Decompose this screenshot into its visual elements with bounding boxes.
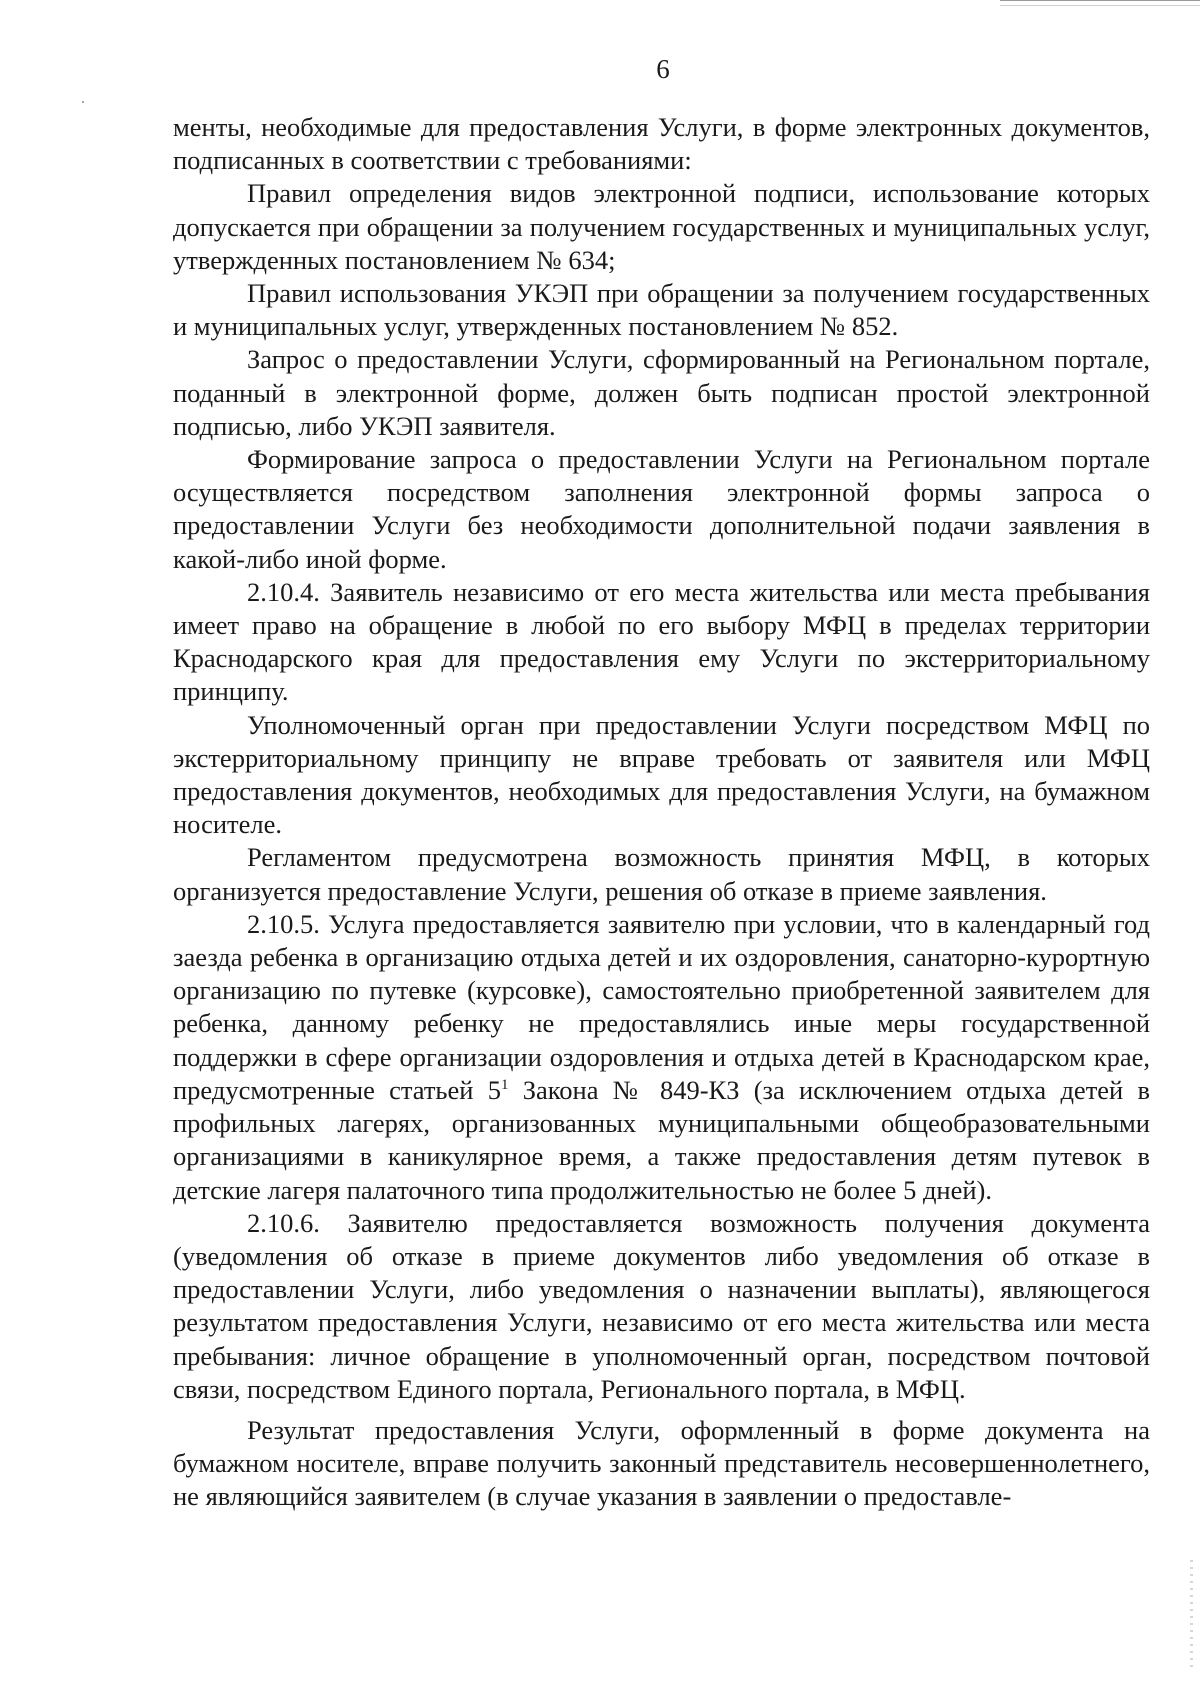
paragraph-2-10-6: 2.10.6. Заявителю предоставляется возможность получения документа (уведомления об отказе в приеме документов либо уведомления об отказе в предоставлении Услуги, либо уведомления о назначении выплаты), являющегося результатом предоставления Услуги, независимо от его места жительства или места пребывания: личное обращение в уполномоченный орган, посредством почтовой связи, посредством Единого портала, Регионального портала, в МФЦ. bbox=[173, 1207, 1150, 1404]
paragraph-result-legal-representative: Результат предоставления Услуги, оформленный в форме документа на бумажном носителе, вправе получить законный представитель несовершеннолетнего, не являющийся заявителем (в случае указания в заявлении о предоставле- bbox=[173, 1414, 1150, 1512]
paragraph-request-signature: Запрос о предоставлении Услуги, сформированный на Региональном портале, поданный в электронной форме, должен быть подписан простой электронной подписью, либо УКЭП заявителя. bbox=[173, 344, 1150, 441]
article-superscript: 1 bbox=[500, 1076, 509, 1093]
scan-speck bbox=[82, 101, 84, 103]
document-body bbox=[173, 111, 1150, 1514]
paragraph-request-forming: Формирование запроса о предоставлении Услуги на Региональном портале осуществляется посредством заполнения электронной формы запроса о предоставлении Услуги без необходимости дополнительной подачи заявления в какой-либо иной форме. bbox=[173, 444, 1150, 574]
top-edge-rule bbox=[1000, 0, 1200, 6]
paragraph-continuation: менты, необходимые для предоставления Услуги, в форме электронных документов, подписанных в соответствии с требованиями: bbox=[173, 112, 1150, 176]
paragraph-2-10-5 bbox=[173, 908, 1150, 1207]
paragraph-2-10-4: 2.10.4. Заявитель независимо от его места жительства или места пребывания имеет право на обращение в любой по его выбору МФЦ в пределах территории Краснодарского края для предоставления ему Услуги по экстерриториальному принципу. bbox=[173, 576, 1150, 707]
paragraph-regulation-mfc: Регламентом предусмотрена возможность принятия МФЦ, в которых организуется предоставление Услуги, решения об отказе в приеме заявления. bbox=[173, 842, 1150, 906]
paragraph-rules-signature-types: Правил определения видов электронной подписи, использование которых допускается при обращении за получением государственных и муниципальных услуг, утвержденных постановлением № 634; bbox=[173, 178, 1150, 275]
scan-edge-marks bbox=[1190, 1560, 1193, 1670]
paragraph-2-10-5-part-1: 2.10.5. Услуга предоставляется заявителю при условии, что в календарный год заезда ребенка в организацию отдыха детей и их оздоровления, санаторно-курортную организацию по путевке (курсовке), самостоятельно приобретенной заявителем для ребенка, данному ребенку не предоставлялись иные меры государственной поддержки в сфере организации оздоровления и отдыха детей в Краснодарском крае, предусмотренные статьей 5 bbox=[173, 908, 1150, 1105]
page-number: 6 bbox=[656, 54, 670, 84]
paragraph-2-10-5-part-2: Закона № 849-КЗ (за исключением отдыха детей в профильных лагерях, организованных муниципальными общеобразовательными организациями в каникулярное время, а также предоставления детям путевок в детские лагеря палаточного типа продолжительностью не более 5 дней). bbox=[173, 1074, 1150, 1205]
paragraph-authorized-body: Уполномоченный орган при предоставлении Услуги посредством МФЦ по экстерриториальному принципу не вправе требовать от заявителя или МФЦ предоставления документов, необходимых для предоставления Услуги, на бумажном носителе. bbox=[173, 709, 1150, 840]
paragraph-rules-ukep: Правил использования УКЭП при обращении за получением государственных и муниципальных услуг, утвержденных постановлением № 852. bbox=[173, 278, 1150, 342]
